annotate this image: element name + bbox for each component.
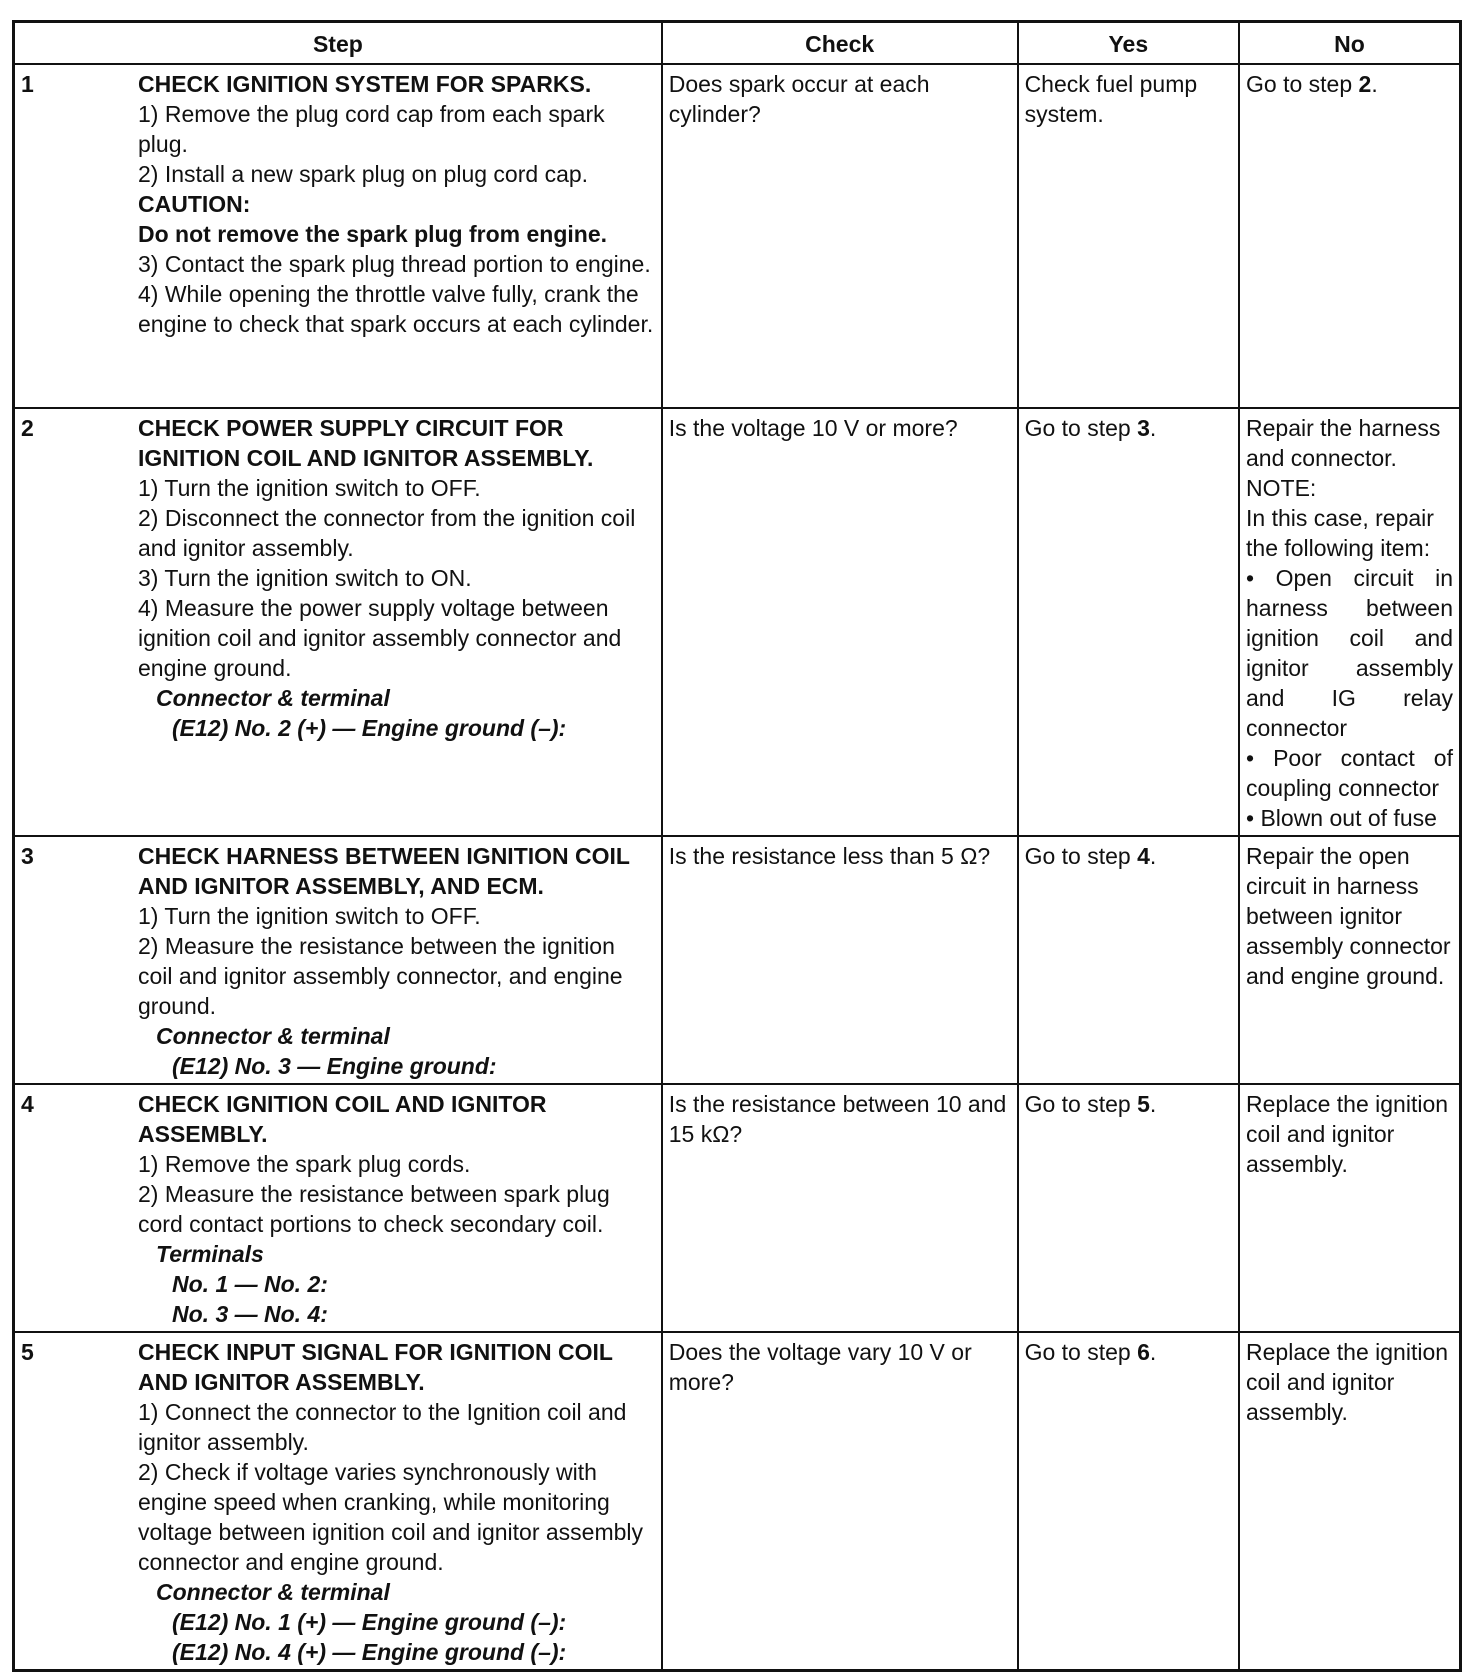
header-row [14,22,1461,65]
step-instruction: 2) Measure the resistance between spark plug cord contact portions to check secondary coil. [138,1181,610,1237]
table-row [14,836,1461,1084]
no-step-ref: 2 [1358,71,1372,97]
no-cell: Replace the ignition coil and ignitor assembly. [1239,1332,1460,1671]
header-no: No [1239,22,1460,65]
check-cell: Is the voltage 10 V or more? [662,408,1018,836]
header-check: Check [662,22,1018,65]
yes-step-ref: 3 [1137,415,1150,441]
note-text: In this case, repair the following item: [1246,505,1434,561]
yes-cell: Check fuel pump system. [1018,64,1239,408]
no-suffix: . [1371,71,1378,97]
step-instruction: 4) Measure the power supply voltage between ignition coil and ignitor assembly connector and engine ground. [138,595,622,681]
step-instruction: 1) Turn the ignition switch to OFF. [138,903,481,929]
no-text: Repair the harness and connector. [1246,415,1441,471]
yes-step-ref: 6 [1137,1339,1150,1365]
no-cell [1239,408,1460,836]
diagnostic-table [12,20,1462,1672]
table-row [14,1332,1461,1671]
check-cell: Does spark occur at each cylinder? [662,64,1018,408]
step-instruction: 4) While opening the throttle valve fully, crank the engine to check that spark occurs at each cylinder. [138,281,654,337]
spec-value: (E12) No. 2 (+) — Engine ground (–): [172,715,567,741]
caution-text: Do not remove the spark plug from engine. [138,221,608,247]
no-cell: Repair the open circuit in harness between ignitor assembly connector and engine ground. [1239,836,1460,1084]
spec-value: (E12) No. 4 (+) — Engine ground (–): [172,1639,567,1665]
yes-text: Go to step [1024,1339,1138,1365]
header-yes: Yes [1018,22,1239,65]
spec-value: (E12) No. 3 — Engine ground: [172,1053,497,1079]
yes-cell [1018,836,1239,1084]
spec-value: No. 1 — No. 2: [172,1271,328,1297]
spec-label: Connector & terminal [156,1023,390,1049]
yes-suffix: . [1149,1091,1157,1117]
table-row [14,1084,1461,1332]
no-cell: Replace the ignition coil and ignitor assembly. [1239,1084,1460,1332]
header-step: Step [14,22,662,65]
step-instruction: 1) Turn the ignition switch to OFF. [138,475,481,501]
step-number: 1 [21,71,34,97]
yes-step-ref: 4 [1137,843,1150,869]
yes-suffix: . [1149,843,1157,869]
no-cell [1239,64,1460,408]
yes-cell [1018,1332,1239,1671]
step-number: 2 [21,415,34,441]
yes-step-ref: 5 [1137,1091,1150,1117]
yes-text: Go to step [1024,1091,1138,1117]
step-cell [14,408,662,836]
yes-text: Go to step [1024,415,1138,441]
yes-cell [1018,1084,1239,1332]
note-item: • Open circuit in harness between ignition coil and ignitor assembly and IG relay connector [1246,565,1453,741]
step-instruction: 1) Remove the spark plug cords. [138,1151,471,1177]
check-cell: Does the voltage vary 10 V or more? [662,1332,1018,1671]
step-instruction: 2) Disconnect the connector from the ignition coil and ignitor assembly. [138,505,636,561]
spec-value: No. 3 — No. 4: [172,1301,328,1327]
step-title: CHECK INPUT SIGNAL FOR IGNITION COIL AND IGNITOR ASSEMBLY. [138,1339,613,1395]
yes-suffix: . [1149,415,1157,441]
yes-suffix: . [1149,1339,1157,1365]
step-cell [14,1332,662,1671]
step-cell [14,1084,662,1332]
step-instruction: 1) Remove the plug cord cap from each spark plug. [138,101,605,157]
yes-text: Go to step [1024,843,1138,869]
step-instruction: 3) Contact the spark plug thread portion to engine. [138,251,651,277]
note-item: • Poor contact of coupling connector [1246,745,1453,801]
step-instruction: 1) Connect the connector to the Ignition coil and ignitor assembly. [138,1399,627,1455]
step-instruction: 3) Turn the ignition switch to ON. [138,565,472,591]
step-title: CHECK IGNITION SYSTEM FOR SPARKS. [138,71,592,97]
check-cell: Is the resistance between 10 and 15 kΩ? [662,1084,1018,1332]
note-item: • Blown out of fuse [1246,805,1437,831]
step-title: CHECK POWER SUPPLY CIRCUIT FOR IGNITION COIL AND IGNITOR ASSEMBLY. [138,415,594,471]
caution-label: CAUTION: [138,191,251,217]
note-label: NOTE: [1246,475,1317,501]
step-number: 3 [21,843,34,869]
yes-cell [1018,408,1239,836]
step-cell [14,64,662,408]
step-title: CHECK IGNITION COIL AND IGNITOR ASSEMBLY. [138,1091,547,1147]
step-instruction: 2) Install a new spark plug on plug cord cap. [138,161,589,187]
check-cell: Is the resistance less than 5 Ω? [662,836,1018,1084]
no-text: Go to step [1246,71,1359,97]
table-row [14,408,1461,836]
table-row [14,64,1461,408]
step-number: 5 [21,1339,34,1365]
spec-value: (E12) No. 1 (+) — Engine ground (–): [172,1609,567,1635]
step-title: CHECK HARNESS BETWEEN IGNITION COIL AND IGNITOR ASSEMBLY, AND ECM. [138,843,630,899]
step-instruction: 2) Measure the resistance between the ignition coil and ignitor assembly connector, and engine ground. [138,933,623,1019]
step-instruction: 2) Check if voltage varies synchronously with engine speed when cranking, while monitoring voltage between ignition coil and ignitor assembly connector and engine ground. [138,1459,644,1575]
step-cell [14,836,662,1084]
spec-label: Terminals [156,1241,264,1267]
spec-label: Connector & terminal [156,685,390,711]
step-number: 4 [21,1091,34,1117]
spec-label: Connector & terminal [156,1579,390,1605]
